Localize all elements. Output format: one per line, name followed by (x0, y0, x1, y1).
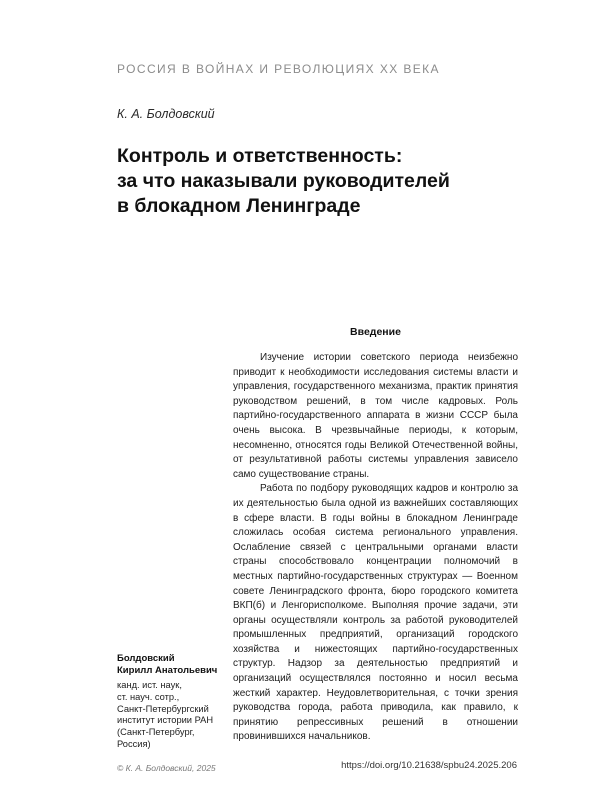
paragraph-1: Изучение истории советского периода неизбежно приводит к необходимости исследования системы власти и управления, государственного механизма, практик принятия руководством решений, в том числе кадровых. Роль партийно-государственного аппарата в жизни СССР была очень высока. В чрезвычайные периоды, к которым, несомненно, относятся годы Великой Отечественной войны, от результативной работы системы управления зависело само существование страны. (233, 352, 518, 480)
affiliation-line-4: институт истории РАН (117, 715, 214, 726)
article-body (233, 326, 518, 745)
article-title-line-2: за что наказывали руководителей (117, 170, 450, 192)
affiliation-line-3: Санкт-Петербургский (117, 703, 209, 714)
running-head: РОССИЯ В ВОЙНАХ И РЕВОЛЮЦИЯХ XX ВЕКА (117, 62, 440, 76)
affiliation-line-1: канд. ист. наук, (117, 680, 182, 690)
author-info-box (117, 653, 229, 751)
copyright-note: © К. А. Болдовский, 2025 (117, 763, 216, 773)
article-title-line-1: Контроль и ответственность: (117, 145, 403, 167)
doi-link[interactable]: https://doi.org/10.21638/spbu24.2025.206 (341, 760, 517, 771)
affiliation-line-5: (Санкт-Петербург, (117, 727, 195, 738)
article-title-line-3: в блокадном Ленинграде (117, 195, 361, 217)
affiliation-line-2: ст. науч. сотр., (117, 691, 180, 702)
author-byline: К. А. Болдовский (117, 107, 215, 121)
section-heading: Введение (350, 326, 401, 338)
affiliation-line-6: Россия) (117, 738, 151, 749)
article-title (117, 144, 450, 219)
author-affiliation (117, 680, 229, 751)
author-name-line-1: Болдовский (117, 653, 175, 664)
author-name-line-2: Кирилл Анатольевич (117, 665, 218, 676)
paragraph-2: Работа по подбору руководящих кадров и контролю за их деятельностью была одной из важнейших составляющих в сфере власти. В годы войны в блокадном Ленинграде сложилась особая система регионального управления. Ослабление связей с центральными органами власти страны способствовало концентрации полномочий в местных партийно-государственных структурах — Военном совете Ленинградского фронта, бюро городского комитета ВКП(б) и Ленгорисполкоме. Выполняя прочие задачи, эти органы осуществляли контроль за работой руководителей промышленных предприятий, организаций городского хозяйства и нижестоящих партийно-государственных структур. Надзор за деятельностью предприятий и организаций осуществлялся постоянно и носил весьма жесткий характер. Неудовлетворительная, с точки зрения руководства города, работа приводила, как правило, к принятию репрессивных решений в отношении провинившихся начальников. (233, 483, 518, 743)
